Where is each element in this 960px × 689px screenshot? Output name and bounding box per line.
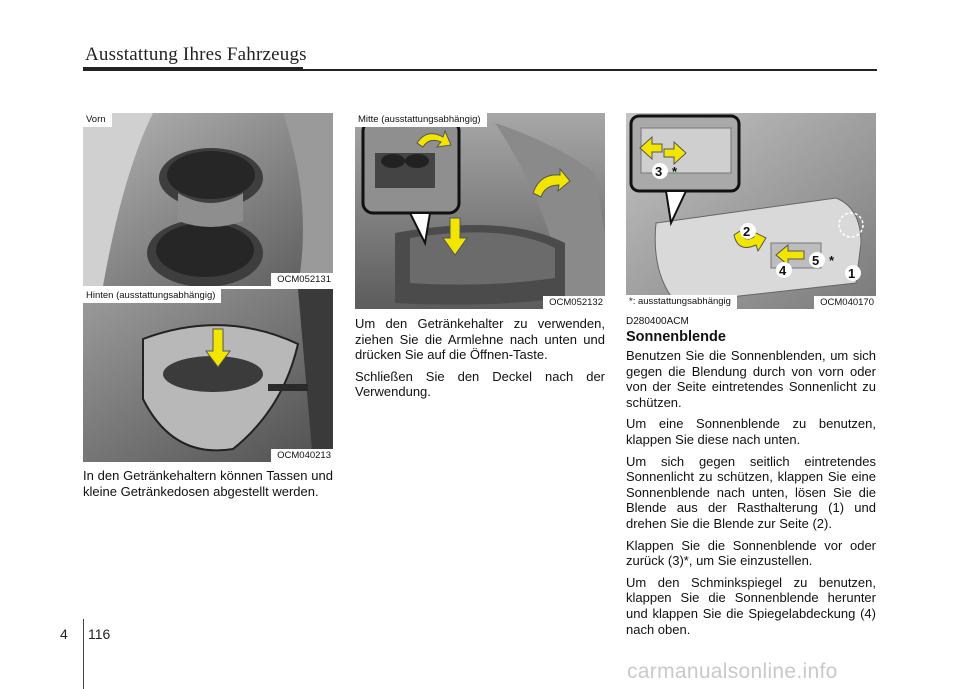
image-code: OCM040213	[271, 449, 333, 462]
image-label: Vorn	[83, 113, 112, 127]
paragraph: Um sich gegen seitlich eintretendes Sonnenlicht zu schützen, klappen Sie eine Sonnenblende nach unten, lösen Sie die Blende aus der Rasthalterung (1) und drehen Sie die Blende zur Seite (2).	[626, 453, 876, 531]
callout-4	[776, 262, 792, 278]
paragraph: Um den Getränkehalter zu verwenden, ziehen Sie die Armlehne nach unten und drücken Sie auf die Öffnen-Taste.	[355, 316, 605, 363]
callout-3-asterisk: *	[672, 164, 678, 179]
image-label: Mitte (ausstattungsabhängig)	[355, 113, 487, 127]
paragraph: Klappen Sie die Sonnenblende vor oder zurück (3)*, um Sie einzustellen.	[626, 537, 876, 569]
callout-5-label: 5	[812, 253, 820, 268]
cup-holder-illustration	[83, 113, 333, 286]
sun-visor-illustration	[626, 113, 876, 309]
photo-rear-cup-holder	[83, 289, 333, 462]
document-code: D280400ACM	[626, 316, 689, 327]
callout-4-label: 4	[779, 263, 787, 278]
section-heading: Sonnenblende	[626, 329, 726, 345]
callout-5	[809, 252, 835, 268]
callout-3	[652, 163, 678, 179]
watermark: carmanualsonline.info	[627, 660, 838, 683]
armrest-illustration	[355, 113, 605, 309]
paragraph: Um eine Sonnenblende zu benutzen, klappen Sie diese nach unten.	[626, 416, 876, 447]
callout-2-label: 2	[743, 224, 751, 239]
paragraph: Schließen Sie den Deckel nach der Verwendung.	[355, 368, 605, 400]
image-label: *: ausstattungsabhängig	[626, 295, 737, 309]
image-code: OCM040170	[814, 296, 876, 309]
image-label: Hinten (ausstattungsabhängig)	[83, 289, 221, 303]
page-header-title: Ausstattung Ihres Fahrzeugs	[85, 44, 307, 65]
rear-cup-holder-illustration	[83, 289, 333, 462]
callout-2	[740, 223, 756, 239]
sun-visor-text	[626, 348, 876, 643]
paragraph: Um den Schminkspiegel zu benutzen, klappen Sie die Sonnenblende herunter und klappen Sie die Spiegelabdeckung (4) nach oben.	[626, 574, 876, 637]
page-number: 116	[88, 626, 111, 642]
photo-sun-visor	[626, 113, 876, 309]
chapter-number: 4	[60, 626, 68, 642]
armrest-text	[355, 316, 605, 406]
callout-3-label: 3	[655, 164, 663, 179]
header-rule-accent	[83, 67, 303, 71]
image-code: OCM052132	[543, 296, 605, 309]
photo-front-cup-holder	[83, 113, 333, 286]
image-code: OCM052131	[271, 273, 333, 286]
callout-1	[845, 265, 861, 281]
photo-center-armrest	[355, 113, 605, 309]
callout-1-label: 1	[848, 266, 856, 281]
paragraph: Benutzen Sie die Sonnenblenden, um sich gegen die Blendung durch von vorn oder von der Seite eintretendes Sonnenlicht zu schützen.	[626, 348, 876, 410]
footer-divider	[83, 619, 84, 689]
paragraph: In den Getränkehaltern können Tassen und kleine Getränkedosen abgestellt werden.	[83, 468, 333, 499]
cup-holder-text	[83, 468, 333, 505]
callout-5-asterisk: *	[829, 253, 835, 268]
